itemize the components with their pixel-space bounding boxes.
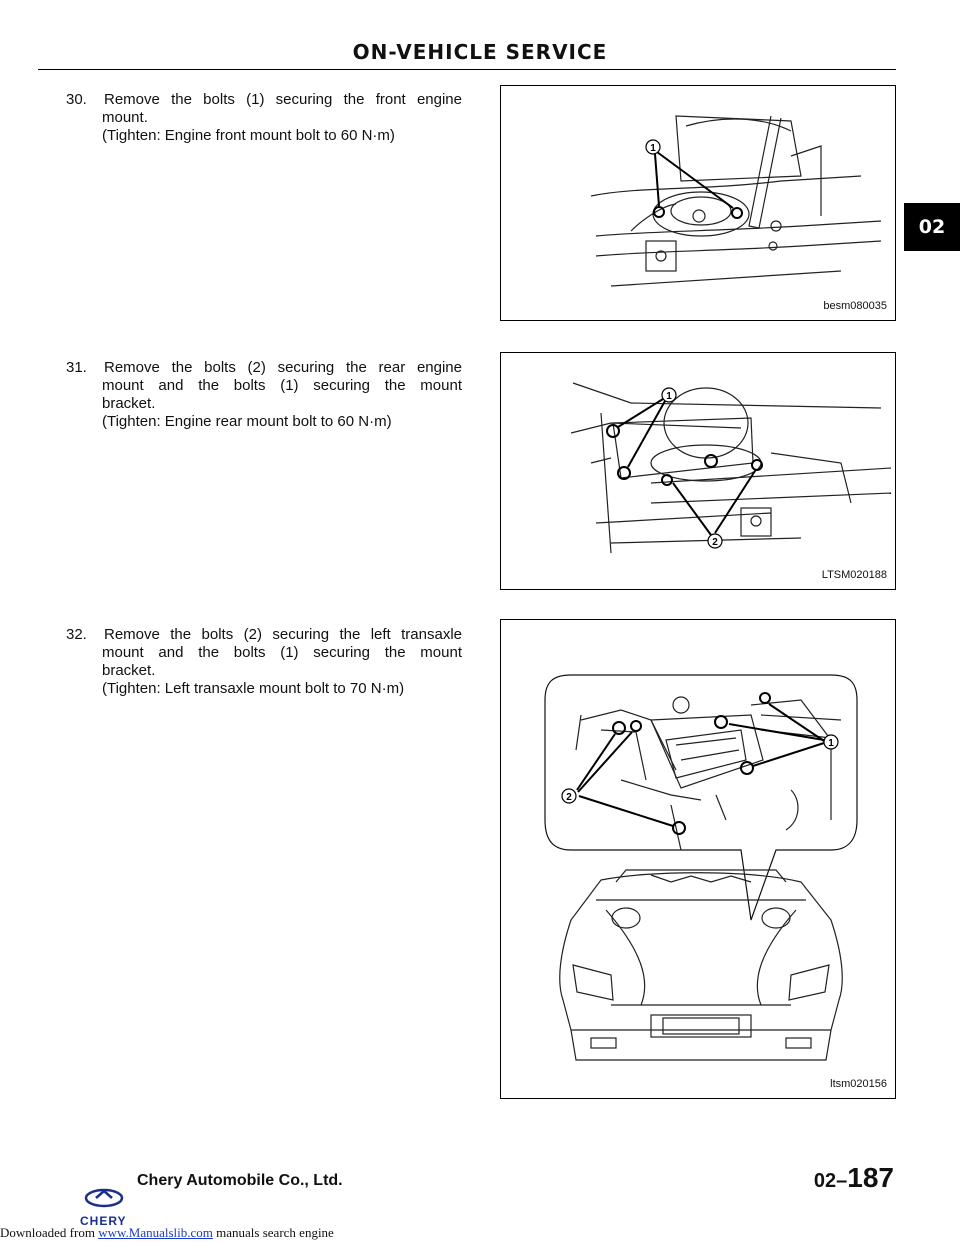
step-number: 31. bbox=[66, 359, 87, 376]
footer-company: Chery Automobile Co., Ltd. bbox=[137, 1172, 343, 1189]
step-text-cont: mount and the bolts (1) securing the mount bbox=[102, 644, 462, 661]
step-tighten: (Tighten: Engine front mount bolt to 60 N·m) bbox=[102, 127, 395, 144]
download-suffix: manuals search engine bbox=[212, 1225, 334, 1240]
step-number: 32. bbox=[66, 626, 87, 643]
page-prefix: 02– bbox=[813, 1170, 848, 1192]
car-front-illustration bbox=[560, 870, 843, 1060]
page-header-title: ON-VEHICLE SERVICE bbox=[352, 40, 608, 64]
front-mount-illustration bbox=[501, 86, 895, 320]
figure-rear-mount bbox=[500, 352, 896, 590]
step-text: Remove the bolts (2) securing the left transaxle bbox=[104, 626, 462, 643]
chery-logo-icon bbox=[84, 1188, 124, 1214]
step-text: Remove the bolts (1) securing the front engine bbox=[104, 91, 462, 108]
callout-label: 2 bbox=[566, 792, 572, 803]
download-prefix: Downloaded from bbox=[0, 1225, 99, 1240]
figure-id: besm080035 bbox=[823, 300, 887, 312]
page-number-value: 187 bbox=[847, 1162, 894, 1193]
step-32 bbox=[66, 626, 462, 698]
step-first-line bbox=[66, 359, 462, 377]
transaxle-mount-illustration bbox=[501, 620, 895, 1098]
header-divider bbox=[38, 69, 896, 70]
page-number bbox=[814, 1162, 894, 1194]
callout-label: 2 bbox=[712, 537, 718, 548]
step-tighten: (Tighten: Left transaxle mount bolt to 70 N·m) bbox=[102, 680, 405, 697]
step-text-cont: mount and the bolts (1) securing the mount bbox=[102, 377, 462, 394]
step-31 bbox=[66, 359, 462, 431]
figure-id: ltsm020156 bbox=[830, 1078, 887, 1090]
download-notice bbox=[0, 1225, 334, 1241]
logo-wordmark: CHERY bbox=[80, 1214, 127, 1228]
step-text: Remove the bolts (2) securing the rear engine bbox=[104, 359, 462, 376]
manualslib-link[interactable]: www.Manualslib.com bbox=[98, 1225, 213, 1240]
step-text-cont: mount. bbox=[102, 109, 148, 126]
section-tab: 02 bbox=[904, 203, 960, 251]
step-number: 30. bbox=[66, 91, 87, 108]
step-30 bbox=[66, 91, 462, 145]
callout-label: 1 bbox=[666, 391, 672, 402]
step-tighten: (Tighten: Engine rear mount bolt to 60 N·m) bbox=[102, 413, 392, 430]
callout-label: 1 bbox=[650, 143, 656, 154]
figure-id: LTSM020188 bbox=[821, 569, 887, 581]
step-text-cont: bracket. bbox=[102, 395, 156, 412]
callout-label: 1 bbox=[828, 738, 834, 749]
figure-front-mount bbox=[500, 85, 896, 321]
step-first-line bbox=[66, 91, 462, 109]
figure-transaxle-mount bbox=[500, 619, 896, 1099]
rear-mount-illustration bbox=[501, 353, 895, 589]
step-first-line bbox=[66, 626, 462, 644]
step-text-cont: bracket. bbox=[102, 662, 156, 679]
